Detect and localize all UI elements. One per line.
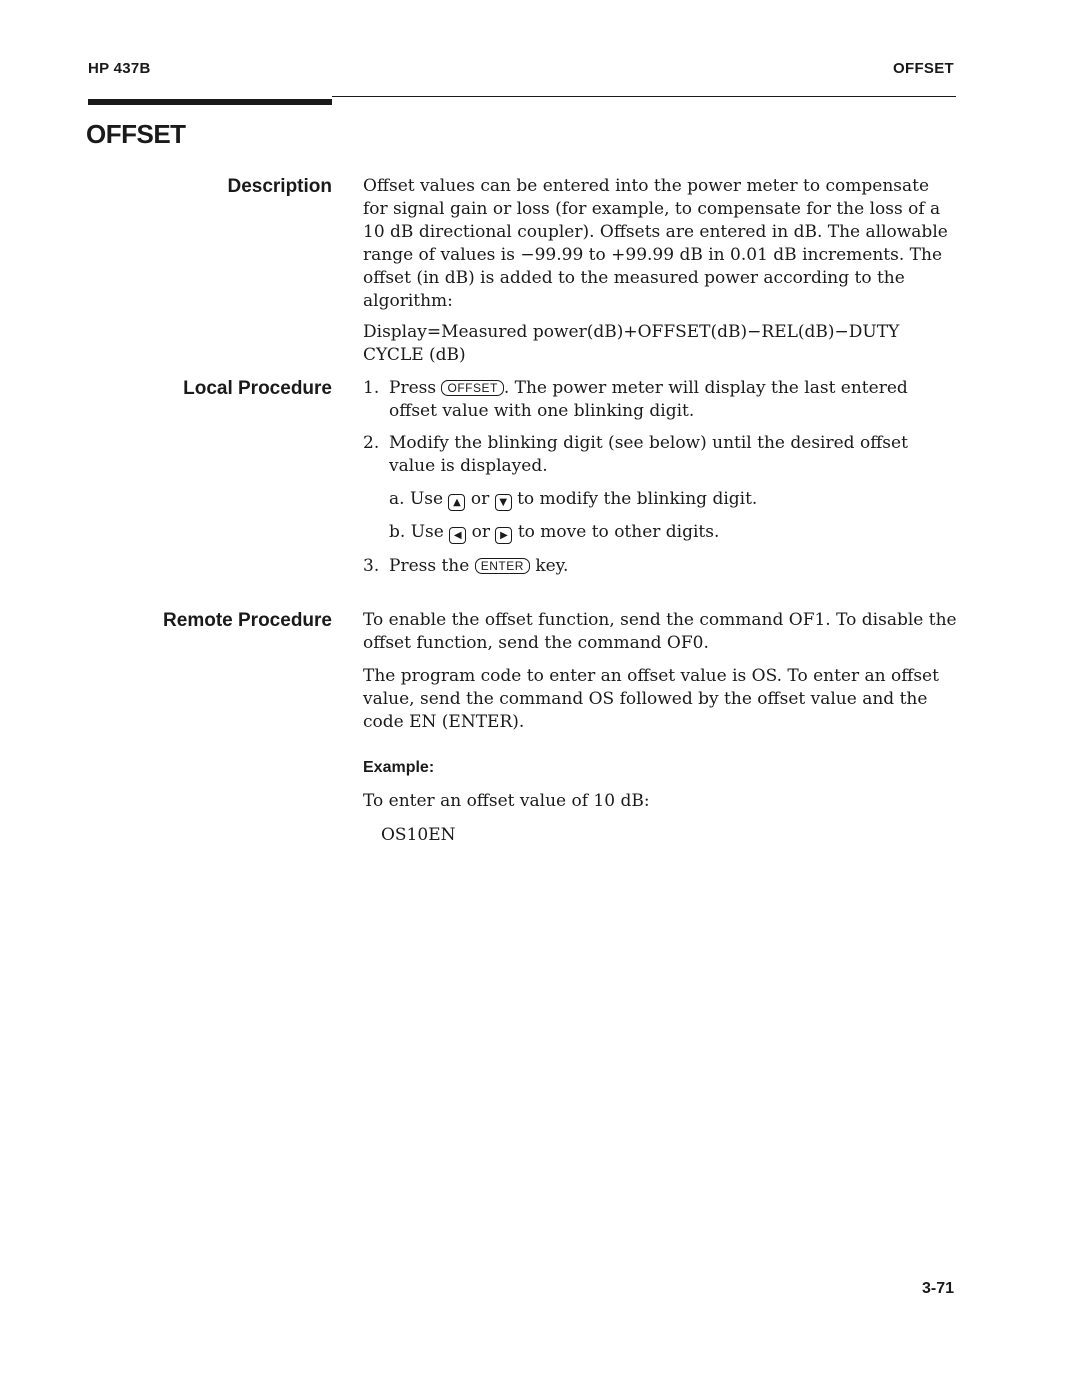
algorithm-formula: Display=Measured power(dB)+OFFSET(dB)−REL(dB)−DUTY CYCLE (dB) bbox=[363, 322, 900, 365]
step-number: 2. bbox=[363, 433, 380, 453]
substep-text: or bbox=[471, 522, 491, 542]
step-3 bbox=[363, 555, 959, 578]
step-text: Press the bbox=[389, 556, 470, 576]
step-number: 3. bbox=[363, 556, 380, 576]
page-number: 3-71 bbox=[921, 1280, 954, 1297]
step-text: Press bbox=[389, 378, 437, 398]
down-arrow-key-icon: ▼ bbox=[495, 494, 512, 511]
substep-text: or bbox=[470, 489, 490, 509]
example-label: Example: bbox=[363, 759, 435, 776]
remote-body bbox=[363, 609, 959, 734]
step-2 bbox=[363, 432, 959, 478]
offset-key: OFFSET bbox=[441, 380, 503, 396]
page-title: OFFSET bbox=[86, 119, 186, 149]
substep-label: b. bbox=[389, 522, 406, 542]
section-heading-local-procedure: Local Procedure bbox=[183, 378, 332, 399]
substep-label: a. bbox=[389, 489, 405, 509]
substep-a bbox=[389, 488, 757, 511]
example-code: OS10EN bbox=[381, 825, 456, 845]
description-body bbox=[363, 175, 959, 367]
running-header-left: HP 437B bbox=[88, 60, 151, 77]
step-text: Modify the blinking digit (see below) until the desired offset value is displayed. bbox=[389, 433, 908, 476]
enter-key: ENTER bbox=[475, 558, 530, 574]
substep-b bbox=[389, 521, 719, 544]
header-rule-thick bbox=[88, 99, 332, 105]
step-text: . The power meter will display the last entered offset value with one blinking digit. bbox=[389, 378, 908, 421]
step-number: 1. bbox=[363, 378, 380, 398]
remote-paragraph-enable: To enable the offset function, send the command OF1. To disable the offset function, send the command OF0. bbox=[363, 610, 957, 653]
substep-text: to modify the blinking digit. bbox=[517, 489, 758, 509]
header-rule-thin bbox=[332, 96, 956, 97]
step-text: key. bbox=[535, 556, 569, 576]
step-1 bbox=[363, 377, 959, 423]
left-arrow-key-icon: ◀ bbox=[449, 527, 466, 544]
example-text: To enter an offset value of 10 dB: bbox=[363, 791, 650, 811]
substep-text: Use bbox=[409, 489, 444, 509]
section-heading-remote-procedure: Remote Procedure bbox=[163, 610, 332, 631]
remote-paragraph-program-code: The program code to enter an offset value is OS. To enter an offset value, send the command OS followed by the offset value and the code EN (ENTER). bbox=[363, 666, 939, 732]
up-arrow-key-icon: ▲ bbox=[448, 494, 465, 511]
right-arrow-key-icon: ▶ bbox=[495, 527, 512, 544]
substep-text: Use bbox=[410, 522, 444, 542]
section-heading-description: Description bbox=[227, 176, 332, 197]
description-paragraph: Offset values can be entered into the power meter to compensate for signal gain or loss (for example, to compensate for the loss of a 10 dB directional coupler). Offsets are entered in dB. The allowable range of values is −99.99 to +99.99 dB in 0.01 dB increments. The offset (in dB) is added to the measured power according to the algorithm: bbox=[363, 176, 948, 311]
substep-text: to move to other digits. bbox=[517, 522, 720, 542]
running-header-right: OFFSET bbox=[893, 60, 954, 77]
